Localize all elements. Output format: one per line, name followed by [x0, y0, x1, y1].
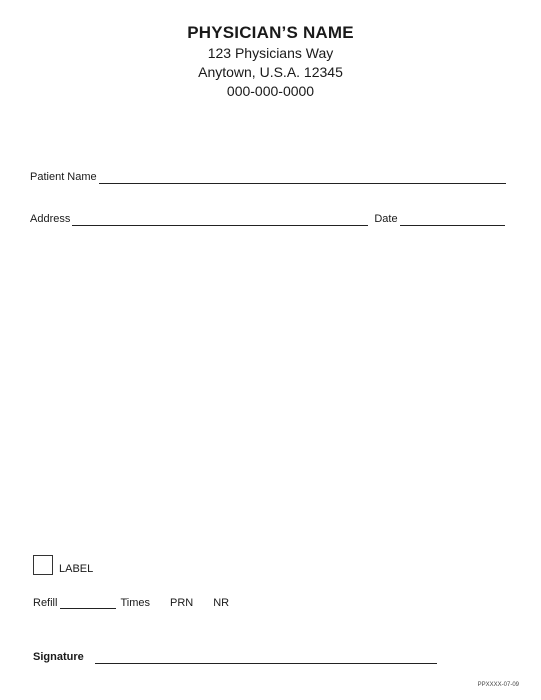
date-field[interactable] [400, 214, 505, 226]
label-checkbox-row [33, 555, 93, 575]
form-code: PPXXXX-07-09 [477, 682, 519, 688]
signature-row [33, 651, 437, 664]
nr-option[interactable]: NR [213, 597, 230, 609]
signature-label: Signature [33, 651, 84, 663]
physician-name: PHYSICIAN’S NAME [187, 23, 354, 42]
physician-street: 123 Physicians Way [207, 45, 334, 61]
address-label: Address [30, 213, 71, 225]
patient-name-row [30, 171, 506, 184]
patient-name-label: Patient Name [30, 171, 97, 183]
label-checkbox[interactable] [33, 555, 53, 575]
signature-field[interactable] [95, 652, 437, 664]
physician-phone: 000-000-0000 [226, 83, 315, 99]
physician-header [0, 22, 541, 101]
refill-label: Refill [33, 597, 58, 609]
prn-option[interactable]: PRN [170, 597, 194, 609]
address-field[interactable] [72, 214, 368, 226]
refill-row [33, 597, 229, 609]
physician-city: Anytown, U.S.A. 12345 [198, 64, 343, 80]
times-label: Times [120, 597, 150, 609]
patient-name-field[interactable] [99, 172, 506, 184]
label-checkbox-label: LABEL [59, 563, 94, 575]
refill-count-field[interactable] [60, 597, 116, 609]
address-row [30, 213, 505, 226]
date-label: Date [374, 213, 398, 225]
